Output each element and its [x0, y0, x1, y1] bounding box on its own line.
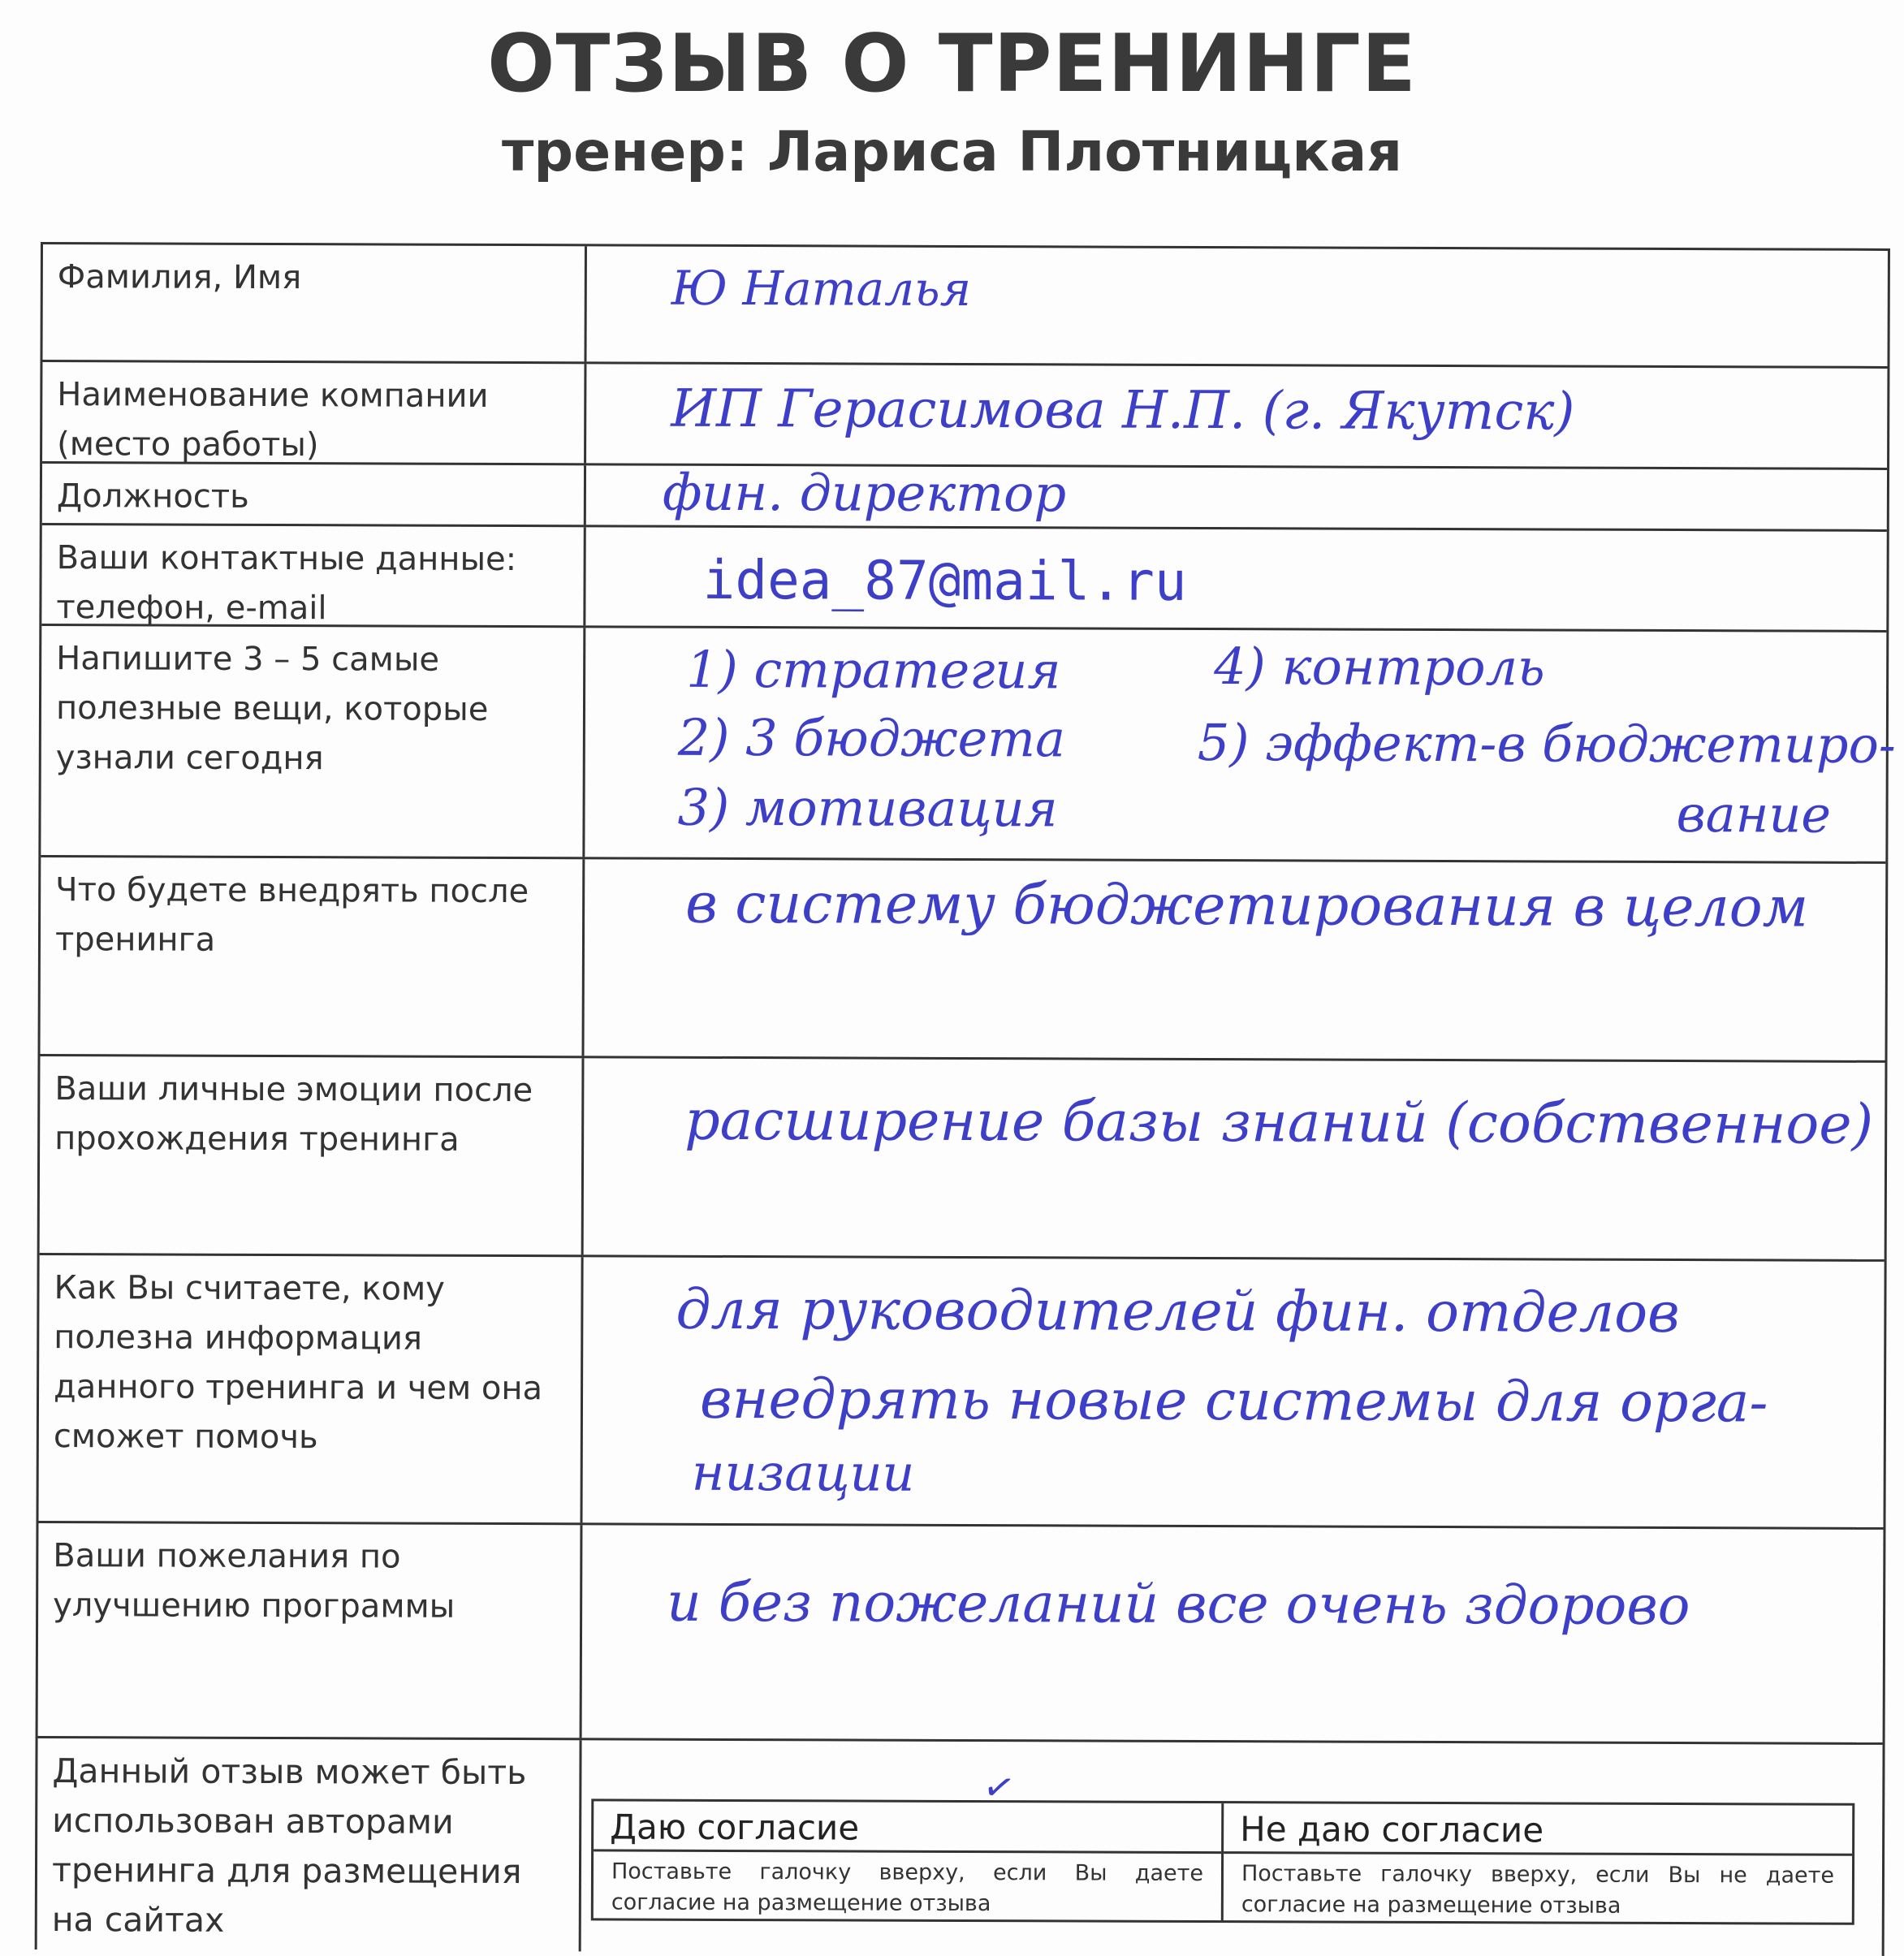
row-wishes [38, 1523, 1884, 1745]
implement-field[interactable] [596, 859, 1870, 1060]
row-consent [37, 1738, 1883, 1956]
consent-disagree-title: Не даю согласие [1224, 1803, 1852, 1856]
useful-item-3: 3) мотивация [677, 777, 1058, 839]
position-value: фин. директор [662, 462, 1067, 524]
row-useful [41, 626, 1896, 864]
useful-item-2: 2) 3 бюджета [677, 707, 1066, 769]
implement-value: в систему бюджетирования в целом [685, 871, 1809, 940]
page-title: ОТЗЫВ О ТРЕНИНГЕ [487, 18, 1417, 110]
audience-field[interactable] [594, 1257, 1867, 1526]
trainer-subtitle: тренер: Лариса Плотницкая [502, 120, 1402, 184]
row-audience [38, 1255, 1884, 1530]
consent-agree-note: Поставьте галочку вверху, если Вы даете согласие на размещение отзыва [611, 1859, 1204, 1917]
consent-options [591, 1762, 1855, 1924]
contacts-value: idea_87@mail.ru [702, 548, 1187, 613]
row-name [42, 244, 1887, 369]
wishes-label: Ваши пожелания по улучшению программы [38, 1523, 583, 1738]
audience-line-3: низации [691, 1442, 915, 1503]
audience-line-1: для руководителей фин. отделов [676, 1277, 1680, 1346]
audience-line-2: внедрять новые системы для орга- [699, 1367, 1768, 1436]
useful-item-4: 4) контроль [1214, 637, 1545, 697]
emotions-value: расширение базы знаний (собственное) [684, 1088, 1874, 1157]
consent-label: Данный отзыв может быть использован авторами тренинга для размещения на сайтах [37, 1738, 582, 1951]
emotions-field[interactable] [595, 1058, 1874, 1259]
consent-agree-title: Даю согласие [594, 1801, 1221, 1854]
implement-label: Что будете внедрять после тренинга [41, 857, 585, 1056]
company-value: ИП Герасимова Н.П. (г. Якутск) [671, 378, 1575, 443]
useful-field[interactable] [596, 628, 1896, 861]
feedback-form [35, 242, 1896, 1956]
agree-check-icon: ✓ [979, 1762, 1020, 1812]
useful-label: Напишите 3 – 5 самые полезные вещи, которые узнали сегодня [41, 626, 585, 857]
contacts-label: Ваши контактные данные: телефон, e-mail [41, 525, 585, 625]
useful-item-5-cont: вание [1676, 784, 1832, 844]
name-field[interactable] [598, 246, 1871, 365]
wishes-field[interactable] [594, 1525, 1867, 1742]
row-contacts [41, 525, 1886, 633]
consent-disagree[interactable] [1224, 1803, 1852, 1923]
row-implement [40, 857, 1885, 1063]
useful-item-5: 5) эффект-в бюджетиро- [1197, 712, 1896, 775]
row-emotions [40, 1056, 1885, 1262]
contacts-field[interactable] [597, 527, 1870, 629]
audience-label: Как Вы считаете, кому полезна информация данного тренинга и чем она сможет помочь [39, 1255, 584, 1522]
row-company [42, 362, 1887, 470]
position-label: Должность [42, 464, 586, 525]
company-field[interactable] [598, 364, 1871, 467]
useful-item-1: 1) стратегия [686, 639, 1061, 701]
wishes-value: и без пожеланий все очень здорово [667, 1570, 1690, 1638]
position-field[interactable] [598, 462, 1871, 529]
name-label: Фамилия, Имя [42, 244, 586, 361]
row-position [42, 464, 1887, 532]
company-label: Наименование компании (место работы) [42, 362, 586, 463]
consent-disagree-note: Поставьте галочку вверху, если Вы не даете согласие на размещение отзыва [1241, 1861, 1835, 1919]
consent-agree[interactable] [594, 1762, 1224, 1920]
emotions-label: Ваши личные эмоции после прохождения тренинга [40, 1056, 585, 1254]
name-value: Ю Наталья [671, 260, 972, 317]
